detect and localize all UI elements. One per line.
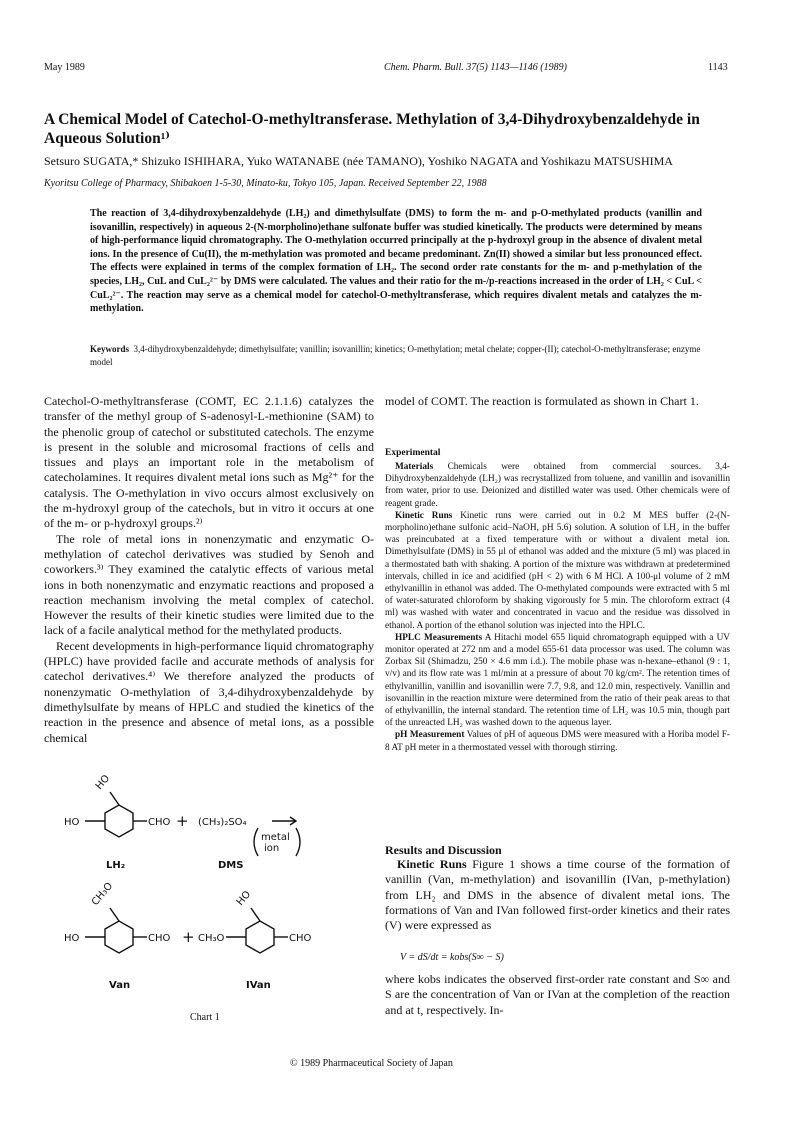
- chart-caption: Chart 1: [190, 1012, 220, 1023]
- header-journal: Chem. Pharm. Bull. 37(5) 1143—1146 (1989): [384, 62, 567, 73]
- metal-label: metal: [261, 832, 290, 843]
- exp-text-materials: Chemicals were obtained from commercial sources. 3,4-Dihydroxybenzaldehyde (LH₂) was recrystallized from toluene, and vanillin and isovanillin from water, prior to use. Deionized and distilled water was used. Other chemicals were of reagent grade.: [385, 462, 730, 509]
- exp-sub-hplc: HPLC Measurements: [395, 632, 483, 643]
- results-sub: Kinetic Runs: [397, 857, 467, 871]
- ivan-bond-ho: [251, 908, 260, 921]
- lh2-bond-ho-top: [110, 792, 119, 805]
- paper-affiliation: Kyoritsu College of Pharmacy, Shibakoen 1-5-30, Minato-ku, Tokyo 105, Japan. Received September 22, 1988: [44, 178, 487, 189]
- dms-formula: (CH₃)₂SO₄: [198, 817, 247, 828]
- plus-sign-2: +: [182, 928, 195, 946]
- copyright-footer: © 1989 Pharmaceutical Society of Japan: [290, 1058, 453, 1069]
- experimental-section: [385, 461, 730, 754]
- van-ring: [105, 921, 133, 953]
- ion-label: ion: [264, 843, 280, 854]
- van-label: Van: [109, 980, 131, 991]
- intro-paragraph-1: Catechol-O-methyltransferase (COMT, EC 2.1.1.6) catalyzes the transfer of the methyl group of S-adenosyl-L-methionine (SAM) to the phenolic group of catechol or substituted catechols. The enzyme is present in the soluble and microsomal fractions of cells and tissues and plays an important role in the metabolism of catecholamines. It requires divalent metal ions such as Mg²⁺ for the catalysis. The O-methylation in vivo occurs almost exclusively on the m-hydroxyl group of the catechols, but in vitro it occurs at one of the m- or p-hydroxyl groups.²⁾: [44, 394, 374, 531]
- exp-sub-kinetic: Kinetic Runs: [395, 510, 453, 521]
- exp-sub-materials: Materials: [395, 462, 434, 472]
- keywords-label: Keywords: [90, 344, 129, 354]
- keywords: [90, 343, 702, 368]
- exp-paragraph-ph: [385, 729, 730, 753]
- results-heading: Results and Discussion: [385, 843, 502, 857]
- exp-sub-ph: pH Measurement: [395, 730, 465, 741]
- results-text: Figure 1 shows a time course of the formation of vanillin (Van, m-methylation) and isovanillin (IVan, p-methylation) from LH₂ and DMS in the absence of divalent metal ions. The formations of Van and IVan followed first-order kinetics and their rates (V) were expressed as: [385, 857, 730, 933]
- van-cho: CHO: [148, 933, 171, 944]
- ivan-ho: HO: [234, 889, 254, 908]
- header-date: May 1989: [44, 62, 85, 73]
- intro-column: [44, 394, 374, 746]
- exp-text-hplc: A Hitachi model 655 liquid chromatograph equipped with a UV monitor operated at 272 nm and a model 655-61 data processor was used. The column was Zorbax Sil (Shimadzu, 250 × 4.6 mm i.d.). The mobile phase was n-hexane–ethanol (9 : 1, v/v) and its flow rate was 1 ml/min at a pressure of about 70 kg/cm². The retention times of ethylvanillin, vanillin and isovanillin were 7.7, 9.8, and 12.0 min, respectively. Vanillin and isovanillin in the reaction mixture were determined from the ratio of their peak areas to that of ethylvanillin, the internal standard. The retention time of LH₂ was 10.5 min, though part of the unreacted LH₂ was washed down to the aqueous layer.: [385, 632, 731, 729]
- van-ho: HO: [64, 933, 80, 944]
- lh2-ho-left: HO: [64, 817, 80, 828]
- chart-1-scheme: [50, 770, 370, 1030]
- experimental-heading: Experimental: [385, 448, 441, 458]
- exp-paragraph-hplc: [385, 632, 730, 730]
- lh2-ring: [105, 805, 133, 837]
- metal-paren-right: [296, 828, 300, 856]
- exp-paragraph-kinetic: [385, 510, 730, 632]
- metal-paren-left: [254, 828, 258, 856]
- header-page-number: 1143: [708, 62, 728, 73]
- intro-paragraph-3: Recent developments in high-performance liquid chromatography (HPLC) have provided facile and accurate methods of analysis for catechol derivatives.⁴⁾ We therefore analyzed the products of nonenzymatic O-methylation of 3,4-dihydroxybenzaldehyde by dimethylsulfate by means of HPLC and studied the kinetics of the reaction in the presence and absence of metal ions, as a possible chemical: [44, 638, 374, 745]
- van-ch3o: CH₃O: [89, 880, 116, 908]
- ivan-ch3o: CH₃O: [198, 933, 225, 944]
- exp-paragraph-materials: [385, 461, 730, 510]
- paper-title: A Chemical Model of Catechol-O-methyltransferase. Methylation of 3,4-Dihydroxybenzaldehyde in Aqueous Solution¹⁾: [44, 111, 700, 147]
- paper-authors: Setsuro SUGATA,* Shizuko ISHIHARA, Yuko WATANABE (née TAMANO), Yoshiko NAGATA and Yoshikazu MATSUSHIMA: [44, 154, 673, 168]
- results-section: [385, 857, 730, 933]
- results-paragraph: [385, 857, 730, 933]
- lh2-label: LH₂: [106, 860, 126, 871]
- ivan-cho: CHO: [289, 933, 312, 944]
- intro-continuation: [385, 394, 730, 409]
- lh2-ho-top: HO: [93, 773, 113, 792]
- exp-text-ph: Values of pH of aqueous DMS were measured with a Horiba model F-8 AT pH meter in a thermostated vessel with thorough stirring.: [385, 730, 730, 753]
- ivan-ring: [246, 921, 274, 953]
- intro-paragraph-2: The role of metal ions in nonenzymatic and enzymatic O-methylation of catechol derivatives was studied by Senoh and coworkers.³⁾ They examined the catalytic effects of various metal ions in both nonenzymatic and enzymatic reactions and proposed a reaction mechanism involving the metal complex of catechol. However the results of their kinetic studies were limited due to the lack of a facile analytical method for the methylated products.: [44, 531, 374, 638]
- abstract: The reaction of 3,4-dihydroxybenzaldehyde (LH₂) and dimethylsulfate (DMS) to form the m- and p-O-methylated products (vanillin and isovanillin, respectively) in aqueous 2-(N-morpholino)ethane sulfonate buffer was studied kinetically. The products were determined by means of high-performance liquid chromatography. The O-methylation occurred principally at the p-hydroxyl group in the absence of divalent metal ions. In the presence of Cu(II), the m-methylation was promoted and became predominant. Zn(II) showed a similar but less pronounced effect. The effects were explained in terms of the complex formation of LH₂. The second order rate constants for the m- and p-methylation of the species, LH₂, CuL and CuL₂²⁻ by DMS were calculated. The values and their ratio for the m-/p-reactions increased in the order of LH₂ < CuL < CuL₂²⁻. The reaction may serve as a chemical model for catechol-O-methyltransferase, which requires divalent metals and catalyzes the m-methylation.: [90, 208, 702, 315]
- intro-cont-text: model of COMT. The reaction is formulated as shown in Chart 1.: [385, 394, 699, 408]
- rate-equation: V = dS/dt = kobs(S∞ − S): [400, 952, 504, 963]
- lh2-cho: CHO: [148, 817, 171, 828]
- exp-text-kinetic: Kinetic runs were carried out in 0.2 M MES buffer (2-(N-morpholino)ethane sulfonic acid–NaOH, pH 5.6) solution. A solution of LH₂ in the buffer was preincubated at a fixed temperature with or without a divalent metal ion. Dimethylsulfate (DMS) in 55 μl of ethanol was added and the mixture (5 ml) was placed in a thermostated bath with shaking. A portion of the mixture was withdrawn at predetermined intervals, chilled in ice and acidified (pH < 2) with 6 M HCl. A 100-μl volume of 2 mM ethylvanillin in ethanol was added. The O-methylated compounds were extracted with 5 ml of water-saturated chloroform by shaking vigorously for 5 min. The chloroform extract (4 ml) was washed with water and concentrated in vacuo and the residue was dissolved in ethanol. A portion of the ethanol solution was injected into the HPLC.: [385, 510, 730, 631]
- van-bond-ch3o: [110, 908, 119, 921]
- plus-sign-1: +: [176, 812, 189, 830]
- keywords-text: 3,4-dihydroxybenzaldehyde; dimethylsulfate; vanillin; isovanillin; kinetics; O-methylation; metal chelate; copper-(II); catechol-O-methyltransferase; enzyme model: [90, 344, 701, 367]
- dms-label: DMS: [218, 860, 244, 871]
- ivan-label: IVan: [246, 980, 271, 991]
- results-continuation: where kobs indicates the observed first-order rate constant and S∞ and S are the concentration of Van or IVan at the completion of the reaction and at t, respectively. In-: [385, 972, 730, 1017]
